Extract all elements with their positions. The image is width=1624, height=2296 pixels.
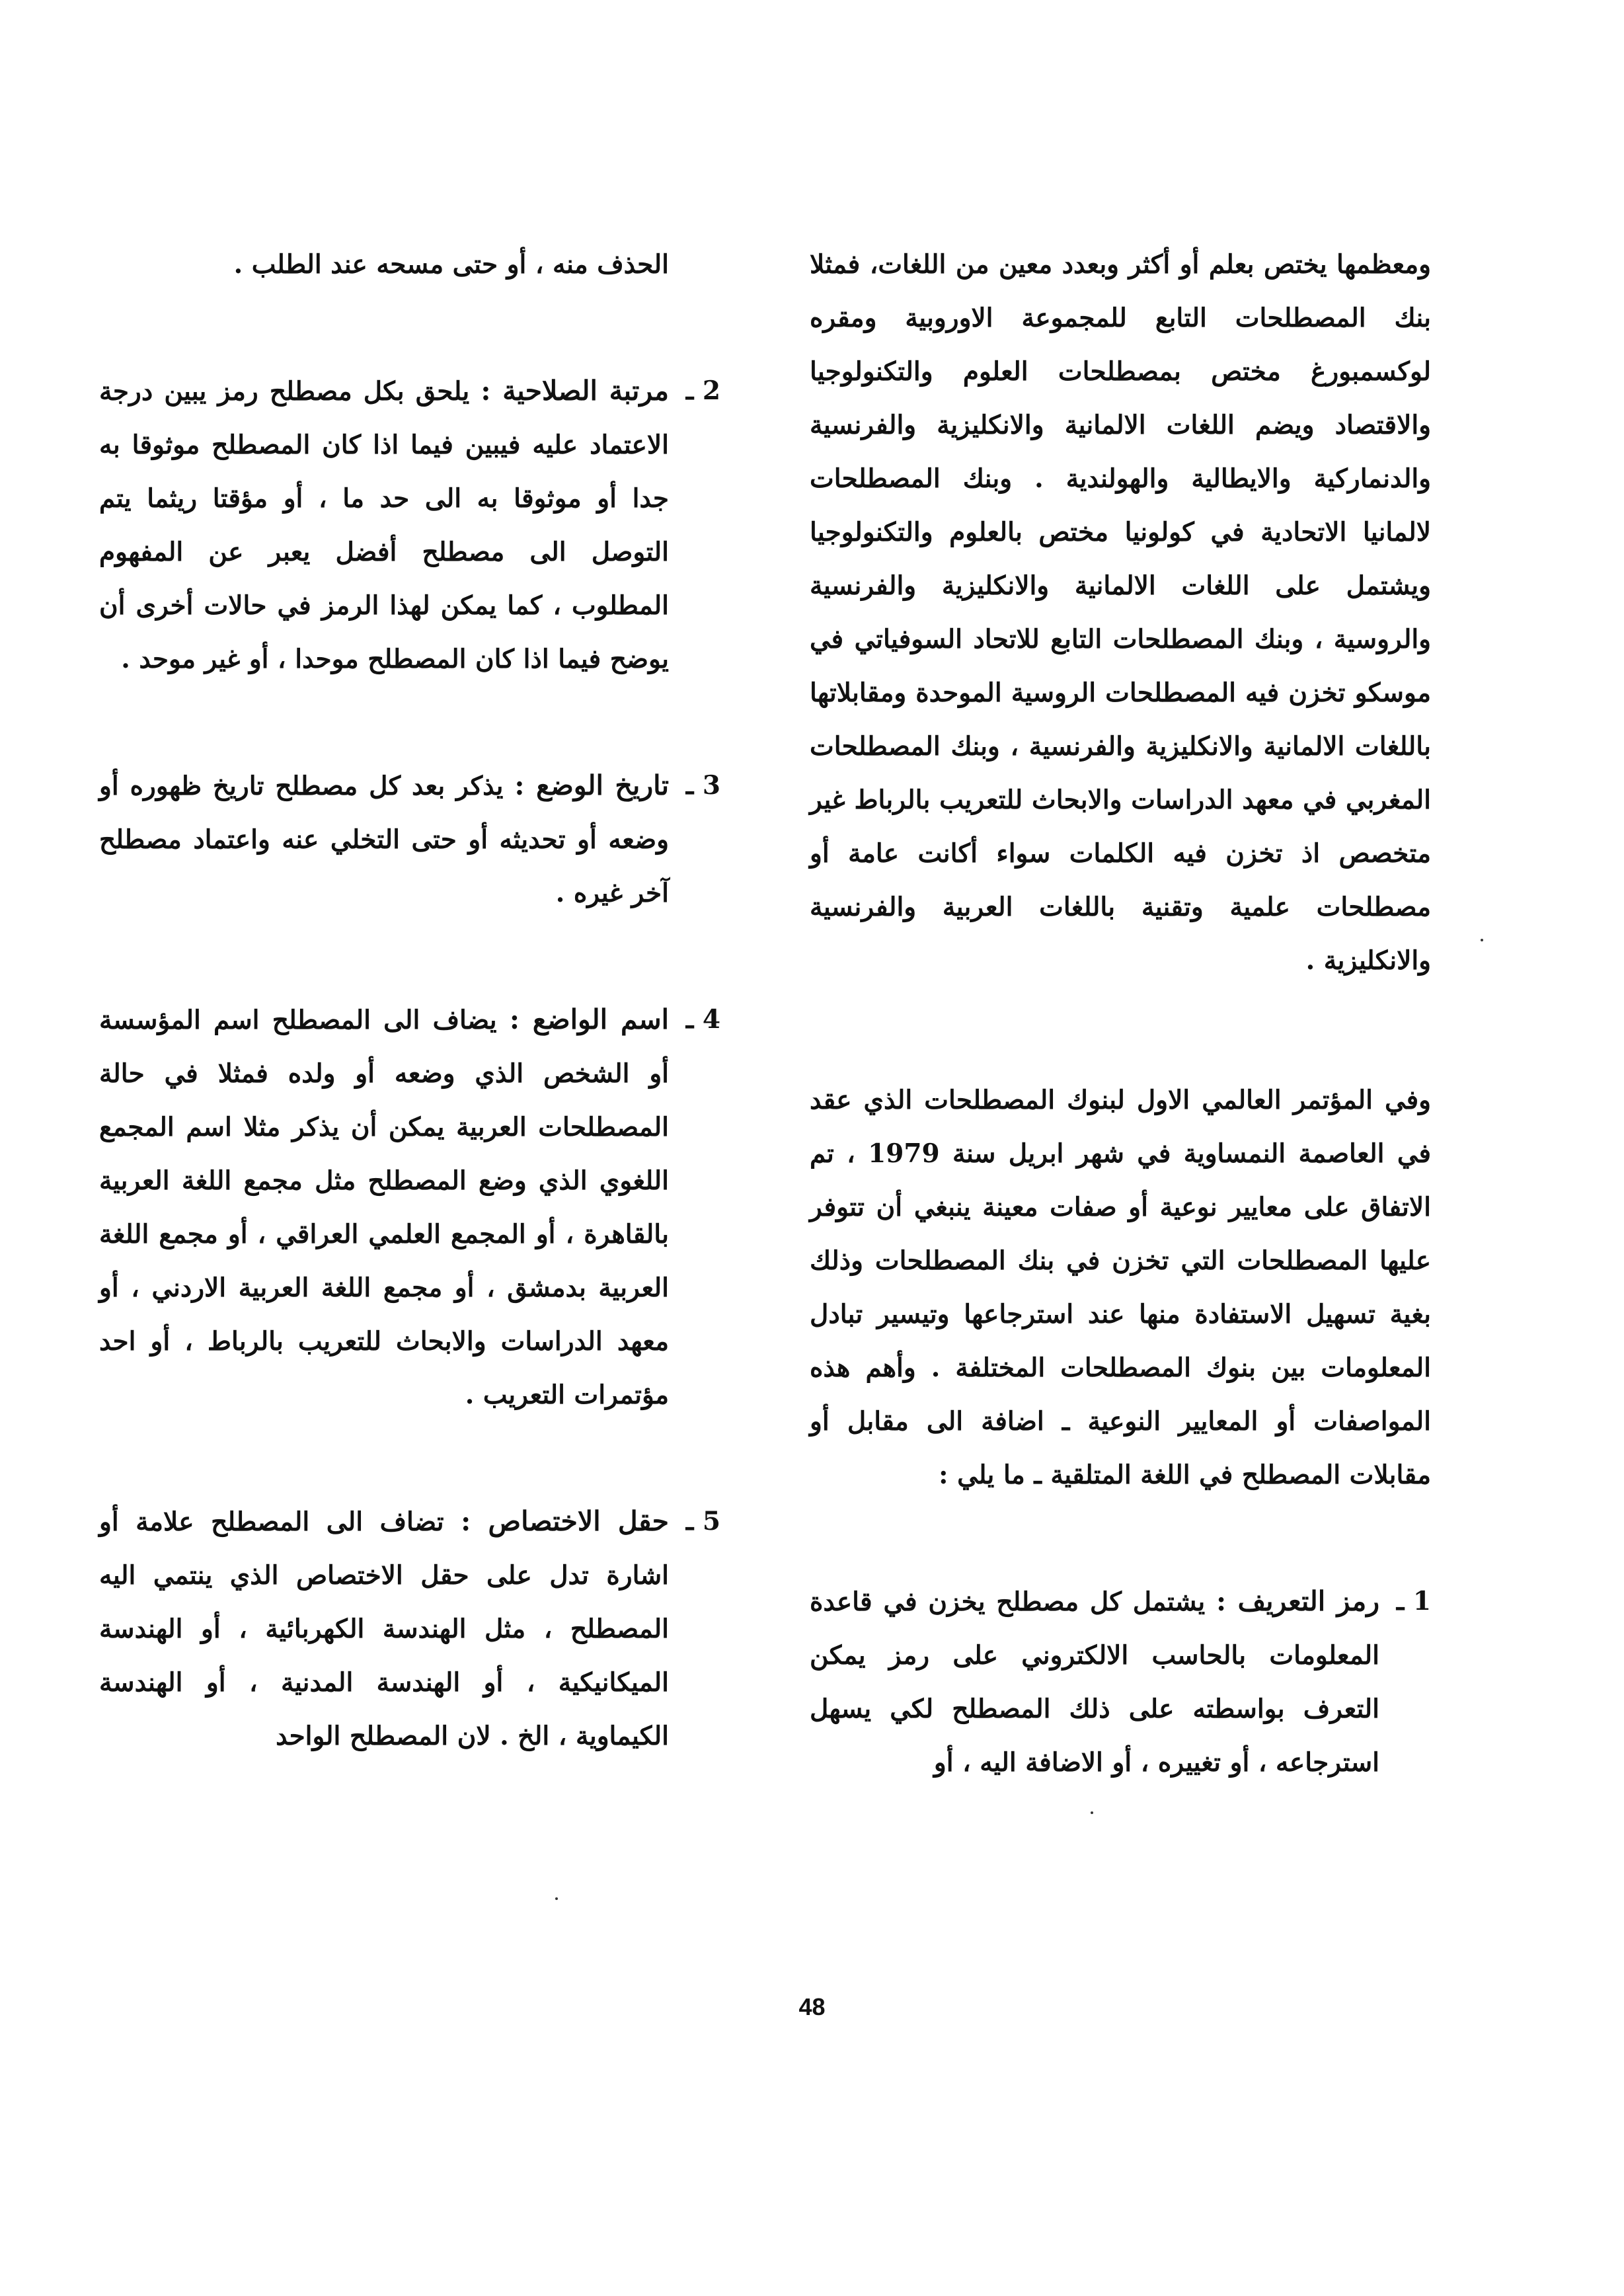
paragraph-gap	[99, 1422, 720, 1495]
list-item-1	[810, 1575, 1431, 1790]
list-item-4	[99, 993, 720, 1422]
paragraph-gap	[810, 1502, 1431, 1575]
scan-speck	[555, 1897, 558, 1900]
list-item-3	[99, 759, 720, 920]
list-item-heading: حقل الاختصاص :	[461, 1505, 669, 1537]
continuation-text: الحذف منه ، أو حتى مسحه عند الطلب .	[233, 249, 669, 280]
intro-paragraph: ومعظمها يختص بعلم أو أكثر وبعدد معين من اللغات، فمثلا بنك المصطلحات التابع للمجموعة الاوروبية ومقره لوكسمبورغ مختص بمصطلحات العلوم والتكنولوجيا والاقتصاد ويضم اللغات الالمانية والانكليزية والفرنسية والدنماركية والايطالية والهولندية . وبنك المصطلحات لالمانيا الاتحادية في كولونيا مختص بالعلوم والتكنولوجيا ويشتمل على اللغات الالمانية والانكليزية والفرنسية والروسية ، وبنك المصطلحات التابع للاتحاد السوفياتي في موسكو تخزن فيه المصطلحات الروسية الموحدة ومقابلاتها باللغات الالمانية والانكليزية والفرنسية ، وبنك المصطلحات المغربي في معهد الدراسات والابحاث للتعريب بالرباط غير متخصص اذ تخزن فيه الكلمات سواء أكانت عامة أو مصطلحات علمية وتقنية باللغات العربية والفرنسية والانكليزية .	[810, 249, 1431, 976]
list-item-heading: اسم الواضع :	[509, 1004, 669, 1035]
list-item-number: 5 ـ	[674, 1495, 720, 1548]
paragraph-gap	[99, 292, 720, 364]
list-item-heading: تاريخ الوضع :	[514, 770, 670, 801]
paragraph-gap	[99, 920, 720, 993]
list-item-body: يذكر بعد كل مصطلح تاريخ ظهوره أو وضعه أو تحديثه أو حتى التخلي عنه واعتماد مصطلح آخر غيره .	[99, 771, 669, 908]
scan-speck	[1481, 939, 1483, 941]
list-item-body: يضاف الى المصطلح اسم المؤسسة أو الشخص الذي وضعه أو ولده فمثلا في حالة المصطلحات العربية يمكن أن يذكر مثلا اسم المجمع اللغوي الذي وضع المصطلح مثل مجمع اللغة العربية بالقاهرة ، أو المجمع العلمي العراقي ، أو مجمع اللغة العربية بدمشق ، أو مجمع اللغة العربية الاردني ، أو معهد الدراسات والابحاث للتعريب بالرباط ، أو احد مؤتمرات التعريب .	[99, 1005, 669, 1410]
list-item-heading: مرتبة الصلاحية :	[481, 375, 669, 407]
list-item-heading: رمز التعريف :	[1216, 1585, 1380, 1617]
list-item-number: 2 ـ	[674, 364, 720, 418]
list-item-2	[99, 364, 720, 686]
list-item-body: يلحق بكل مصطلح رمز يبين درجة الاعتماد عليه فيبين فيما اذا كان المصطلح موثوقا به جدا أو موثوقا به الى حد ما ، أو مؤقتا ريثما يتم التوصل الى مصطلح أفضل يعبر عن المفهوم المطلوب ، كما يمكن لهذا الرمز في حالات أخرى أن يوضح فيما اذا كان المصطلح موحدا ، أو غير موحد .	[99, 376, 669, 674]
paragraph-gap	[99, 686, 720, 759]
paragraph-gap	[810, 988, 1431, 1074]
list-item-number: 3 ـ	[674, 759, 720, 812]
list-item-body: تضاف الى المصطلح علامة أو اشارة تدل على حقل الاختصاص الذي ينتمي اليه المصطلح ، مثل الهندسة الكهربائية ، أو الهندسة الميكانيكية ، أو الهندسة المدنية ، أو الهندسة الكيماوية ، الخ . لان المصطلح الواحد	[99, 1507, 669, 1751]
list-item-number: 4 ـ	[674, 993, 720, 1047]
page-number: 48	[798, 1993, 826, 2020]
list-item-5	[99, 1495, 720, 1763]
left-column	[99, 238, 720, 1763]
list-item-body: يشتمل كل مصطلح يخزن في قاعدة المعلومات بالحاسب الالكتروني على رمز يمكن التعرف بواسطته على ذلك المصطلح لكي يسهل استرجاعه ، أو تغييره ، أو الاضافة اليه ، أو	[810, 1587, 1379, 1778]
list-item-number: 1 ـ	[1385, 1575, 1431, 1628]
conference-paragraph: وفي المؤتمر العالمي الاول لبنوك المصطلحات الذي عقد في العاصمة النمساوية في شهر ابريل سنة 1979 ، تم الاتفاق على معايير نوعية أو صفات معينة ينبغي أن تتوفر عليها المصطلحات التي تخزن في بنك المصطلحات وذلك بغية تسهيل الاستفادة منها عند استرجاعها وتيسير تبادل المعلومات بين بنوك المصطلحات المختلفة . وأهم هذه المواصفات أو المعايير النوعية ـ اضافة الى مقابل أو مقابلات المصطلح في اللغة المتلقية ـ ما يلي :	[810, 1085, 1431, 1490]
right-column	[810, 238, 1431, 1790]
scan-speck	[1091, 1811, 1093, 1814]
